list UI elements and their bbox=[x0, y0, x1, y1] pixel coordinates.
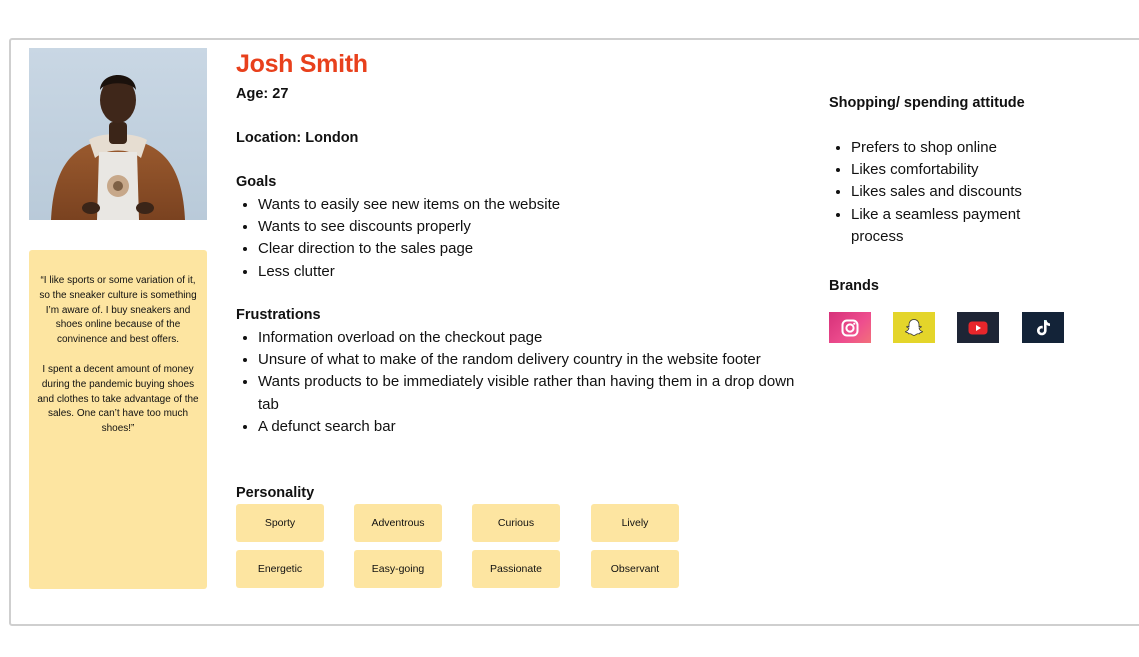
instagram-icon bbox=[829, 312, 871, 343]
quote-paragraph-1: “I like sports or some variation of it, so the sneaker culture is something I’m aware of. I buy sneakers and shoes online because of the convinence and best offers. bbox=[39, 275, 197, 346]
trait-tag: Energetic bbox=[236, 550, 324, 588]
trait-tag: Passionate bbox=[472, 550, 560, 588]
trait-tag: Adventrous bbox=[354, 504, 442, 542]
shopping-heading: Shopping/ spending attitude bbox=[829, 95, 1025, 111]
frustration-item: • Information overload on the checkout page bbox=[258, 327, 803, 349]
persona-name: Josh Smith bbox=[236, 50, 368, 78]
shopping-item: • Prefers to shop online bbox=[851, 137, 1066, 159]
goal-item: • Wants to see discounts properly bbox=[258, 216, 798, 238]
trait-tag: Sporty bbox=[236, 504, 324, 542]
goal-item: • Wants to easily see new items on the website bbox=[258, 194, 798, 216]
shopping-item: • Like a seamless payment process bbox=[851, 204, 1066, 248]
trait-tag: Lively bbox=[591, 504, 679, 542]
persona-quote bbox=[29, 250, 207, 589]
frustration-item: • Wants products to be immediately visible rather than having them in a drop down tab bbox=[258, 371, 803, 415]
snapchat-icon bbox=[893, 312, 935, 343]
frustrations-heading: Frustrations bbox=[236, 307, 321, 323]
personality-heading: Personality bbox=[236, 485, 315, 501]
frustration-item: • A defunct search bar bbox=[258, 416, 803, 438]
goals-list bbox=[236, 194, 798, 283]
trait-tag: Easy-going bbox=[354, 550, 442, 588]
trait-tag: Observant bbox=[591, 550, 679, 588]
persona-age: Age: 27 bbox=[236, 86, 289, 102]
tiktok-icon bbox=[1022, 312, 1064, 343]
persona-photo bbox=[29, 48, 207, 220]
shopping-item: • Likes sales and discounts bbox=[851, 181, 1066, 203]
brands-heading: Brands bbox=[829, 278, 879, 294]
shopping-item: • Likes comfortability bbox=[851, 159, 1066, 181]
frustration-item: • Unsure of what to make of the random delivery country in the website footer bbox=[258, 349, 803, 371]
goal-item: • Less clutter bbox=[258, 261, 798, 283]
trait-tag: Curious bbox=[472, 504, 560, 542]
frustrations-list bbox=[236, 327, 803, 438]
shopping-list bbox=[829, 137, 1066, 248]
youtube-icon bbox=[957, 312, 999, 343]
quote-paragraph-2: I spent a decent amount of money during the pandemic buying shoes and clothes to take advantage of the sales. One can’t have too much shoes!” bbox=[37, 363, 199, 435]
goal-item: • Clear direction to the sales page bbox=[258, 238, 798, 260]
persona-location: Location: London bbox=[236, 130, 359, 146]
goals-heading: Goals bbox=[236, 174, 277, 190]
